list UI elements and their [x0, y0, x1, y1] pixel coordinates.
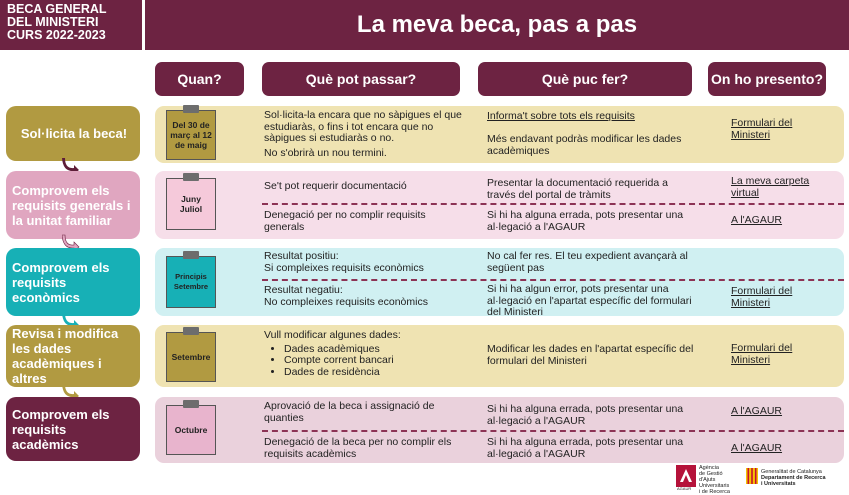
date-note-text: Principis Setembre	[173, 272, 209, 291]
row-divider	[262, 430, 844, 432]
what-text: Denegació de la beca per no complir els requisits acadèmics	[264, 436, 452, 460]
agaur-link[interactable]: A l'AGAUR	[731, 214, 783, 226]
agaur-logo-text	[699, 465, 739, 495]
agaur-logo-mark: AGAUR	[677, 486, 692, 491]
generalitat-line: i Universitats	[761, 481, 796, 487]
result-positive-label: Resultat positiu:	[264, 250, 339, 262]
agaur-text-line: i de Recerca	[699, 489, 730, 495]
brand-line-3: CURS 2022-2023	[7, 28, 106, 42]
ministry-form-link[interactable]: Formulari del Ministeri	[731, 285, 793, 309]
generalitat-line: Generalitat de Catalunya	[761, 469, 822, 475]
step-label: Comprovem els requisits econòmics	[12, 259, 110, 305]
what-text: Se't pot requerir documentació	[264, 180, 407, 192]
what-text: Denegació per no complir requisits generals	[264, 209, 426, 233]
what-text	[264, 285, 464, 308]
step-label: Revisa i modifica les dades acadèmiques i altres	[12, 326, 119, 386]
generalitat-text	[761, 469, 846, 487]
agaur-logo-icon	[676, 465, 696, 487]
what-text: No s'obrirà un nou termini.	[264, 147, 387, 159]
pin-icon	[183, 400, 199, 408]
what-text: Sol·licita-la encara que no sàpigues el que estudiaràs, o fins i tot encara que no sàpigues si estudiaràs o no.	[264, 109, 462, 144]
step-economic-requirements	[6, 248, 140, 316]
date-note	[166, 178, 216, 230]
column-header-what: Què pot passar?	[262, 62, 460, 96]
date-note	[166, 405, 216, 455]
step-label: Comprovem els requisits acadèmics	[12, 406, 110, 452]
date-note	[166, 332, 216, 382]
step-general-requirements	[6, 171, 140, 239]
result-positive-detail: Si compleixes requisits econòmics	[264, 261, 424, 274]
virtual-folder-link[interactable]: La meva carpeta virtual	[731, 175, 810, 199]
list-item: • Dades acadèmiques	[284, 344, 474, 356]
brand-line-2: DEL MINISTERI	[7, 15, 99, 29]
todo-text: Presentar la documentació requerida a través del portal de tràmits	[487, 177, 668, 201]
step-academic-requirements	[6, 397, 140, 461]
modify-intro: Vull modificar algunes dades:	[264, 329, 401, 341]
pin-icon	[183, 327, 199, 335]
list-item: • Dades de residència	[284, 367, 474, 379]
todo-text: Si hi ha alguna errada, pots presentar una al·legació a l'AGAUR	[487, 403, 684, 427]
step-label: Sol·licita la beca!	[20, 126, 128, 141]
agaur-link[interactable]: A l'AGAUR	[731, 442, 783, 454]
agaur-text-line: de Gestió	[699, 471, 723, 477]
date-note	[166, 110, 216, 160]
date-note-text: Setembre	[171, 352, 211, 362]
date-note-text: Octubre	[174, 425, 208, 435]
row-divider	[262, 203, 844, 205]
agaur-link[interactable]: A l'AGAUR	[731, 405, 783, 417]
agaur-text-line: Agència	[699, 465, 719, 471]
row-divider	[262, 279, 844, 281]
todo-text: Si hi ha algun error, pots presentar una al·legació en l'apartat específic del formulari del Ministeri	[487, 283, 692, 318]
agaur-text-line: d'Ajuts	[699, 477, 716, 483]
todo-text: Modificar les dades en l'apartat específic del formulari del Ministeri	[487, 343, 694, 367]
date-note-text: Del 30 de març al 12 de maig	[170, 120, 212, 150]
column-header-todo: Què puc fer?	[478, 62, 692, 96]
generalitat-logo	[746, 468, 846, 490]
brand-line-1: BECA GENERAL	[7, 2, 107, 16]
modify-list	[264, 344, 474, 379]
step-label: Comprovem els requisits generals i la unitat familiar	[12, 182, 131, 228]
requirements-link[interactable]: Informa't sobre tots els requisits	[487, 110, 635, 122]
result-negative-label: Resultat negatiu:	[264, 284, 343, 296]
date-note-text: Juny Juliol	[179, 194, 203, 214]
step-modify-data	[6, 325, 140, 387]
todo-text: Si hi ha alguna errada, pots presentar una al·legació a l'AGAUR	[487, 209, 684, 233]
pin-icon	[183, 173, 199, 181]
todo-text: No cal fer res. El teu expedient avançarà al següent pas	[487, 250, 688, 274]
column-header-when: Quan?	[155, 62, 244, 96]
pin-icon	[183, 251, 199, 259]
brand-block	[0, 0, 142, 50]
ministry-form-link[interactable]: Formulari del Ministeri	[731, 117, 793, 141]
what-text	[264, 330, 474, 378]
date-note	[166, 256, 216, 308]
what-text	[264, 251, 464, 274]
page-title: La meva beca, pas a pas	[145, 0, 849, 50]
agaur-logo	[676, 465, 740, 495]
pin-icon	[183, 105, 199, 113]
what-text: Aprovació de la beca i assignació de quanties	[264, 400, 435, 424]
step-apply	[6, 106, 140, 161]
senyera-icon	[746, 468, 758, 484]
list-item: • Compte corrent bancari	[284, 355, 474, 367]
agaur-text-line: Universitaris	[699, 483, 730, 489]
ministry-form-link[interactable]: Formulari del Ministeri	[731, 342, 793, 366]
todo-text: Si hi ha alguna errada, pots presentar una al·legació a l'AGAUR	[487, 436, 684, 460]
column-header-where: On ho presento?	[708, 62, 826, 96]
generalitat-line: Departament de Recerca	[761, 475, 826, 481]
result-negative-detail: No compleixes requisits econòmics	[264, 295, 428, 308]
todo-text: Més endavant podràs modificar les dades acadèmiques	[487, 133, 682, 157]
